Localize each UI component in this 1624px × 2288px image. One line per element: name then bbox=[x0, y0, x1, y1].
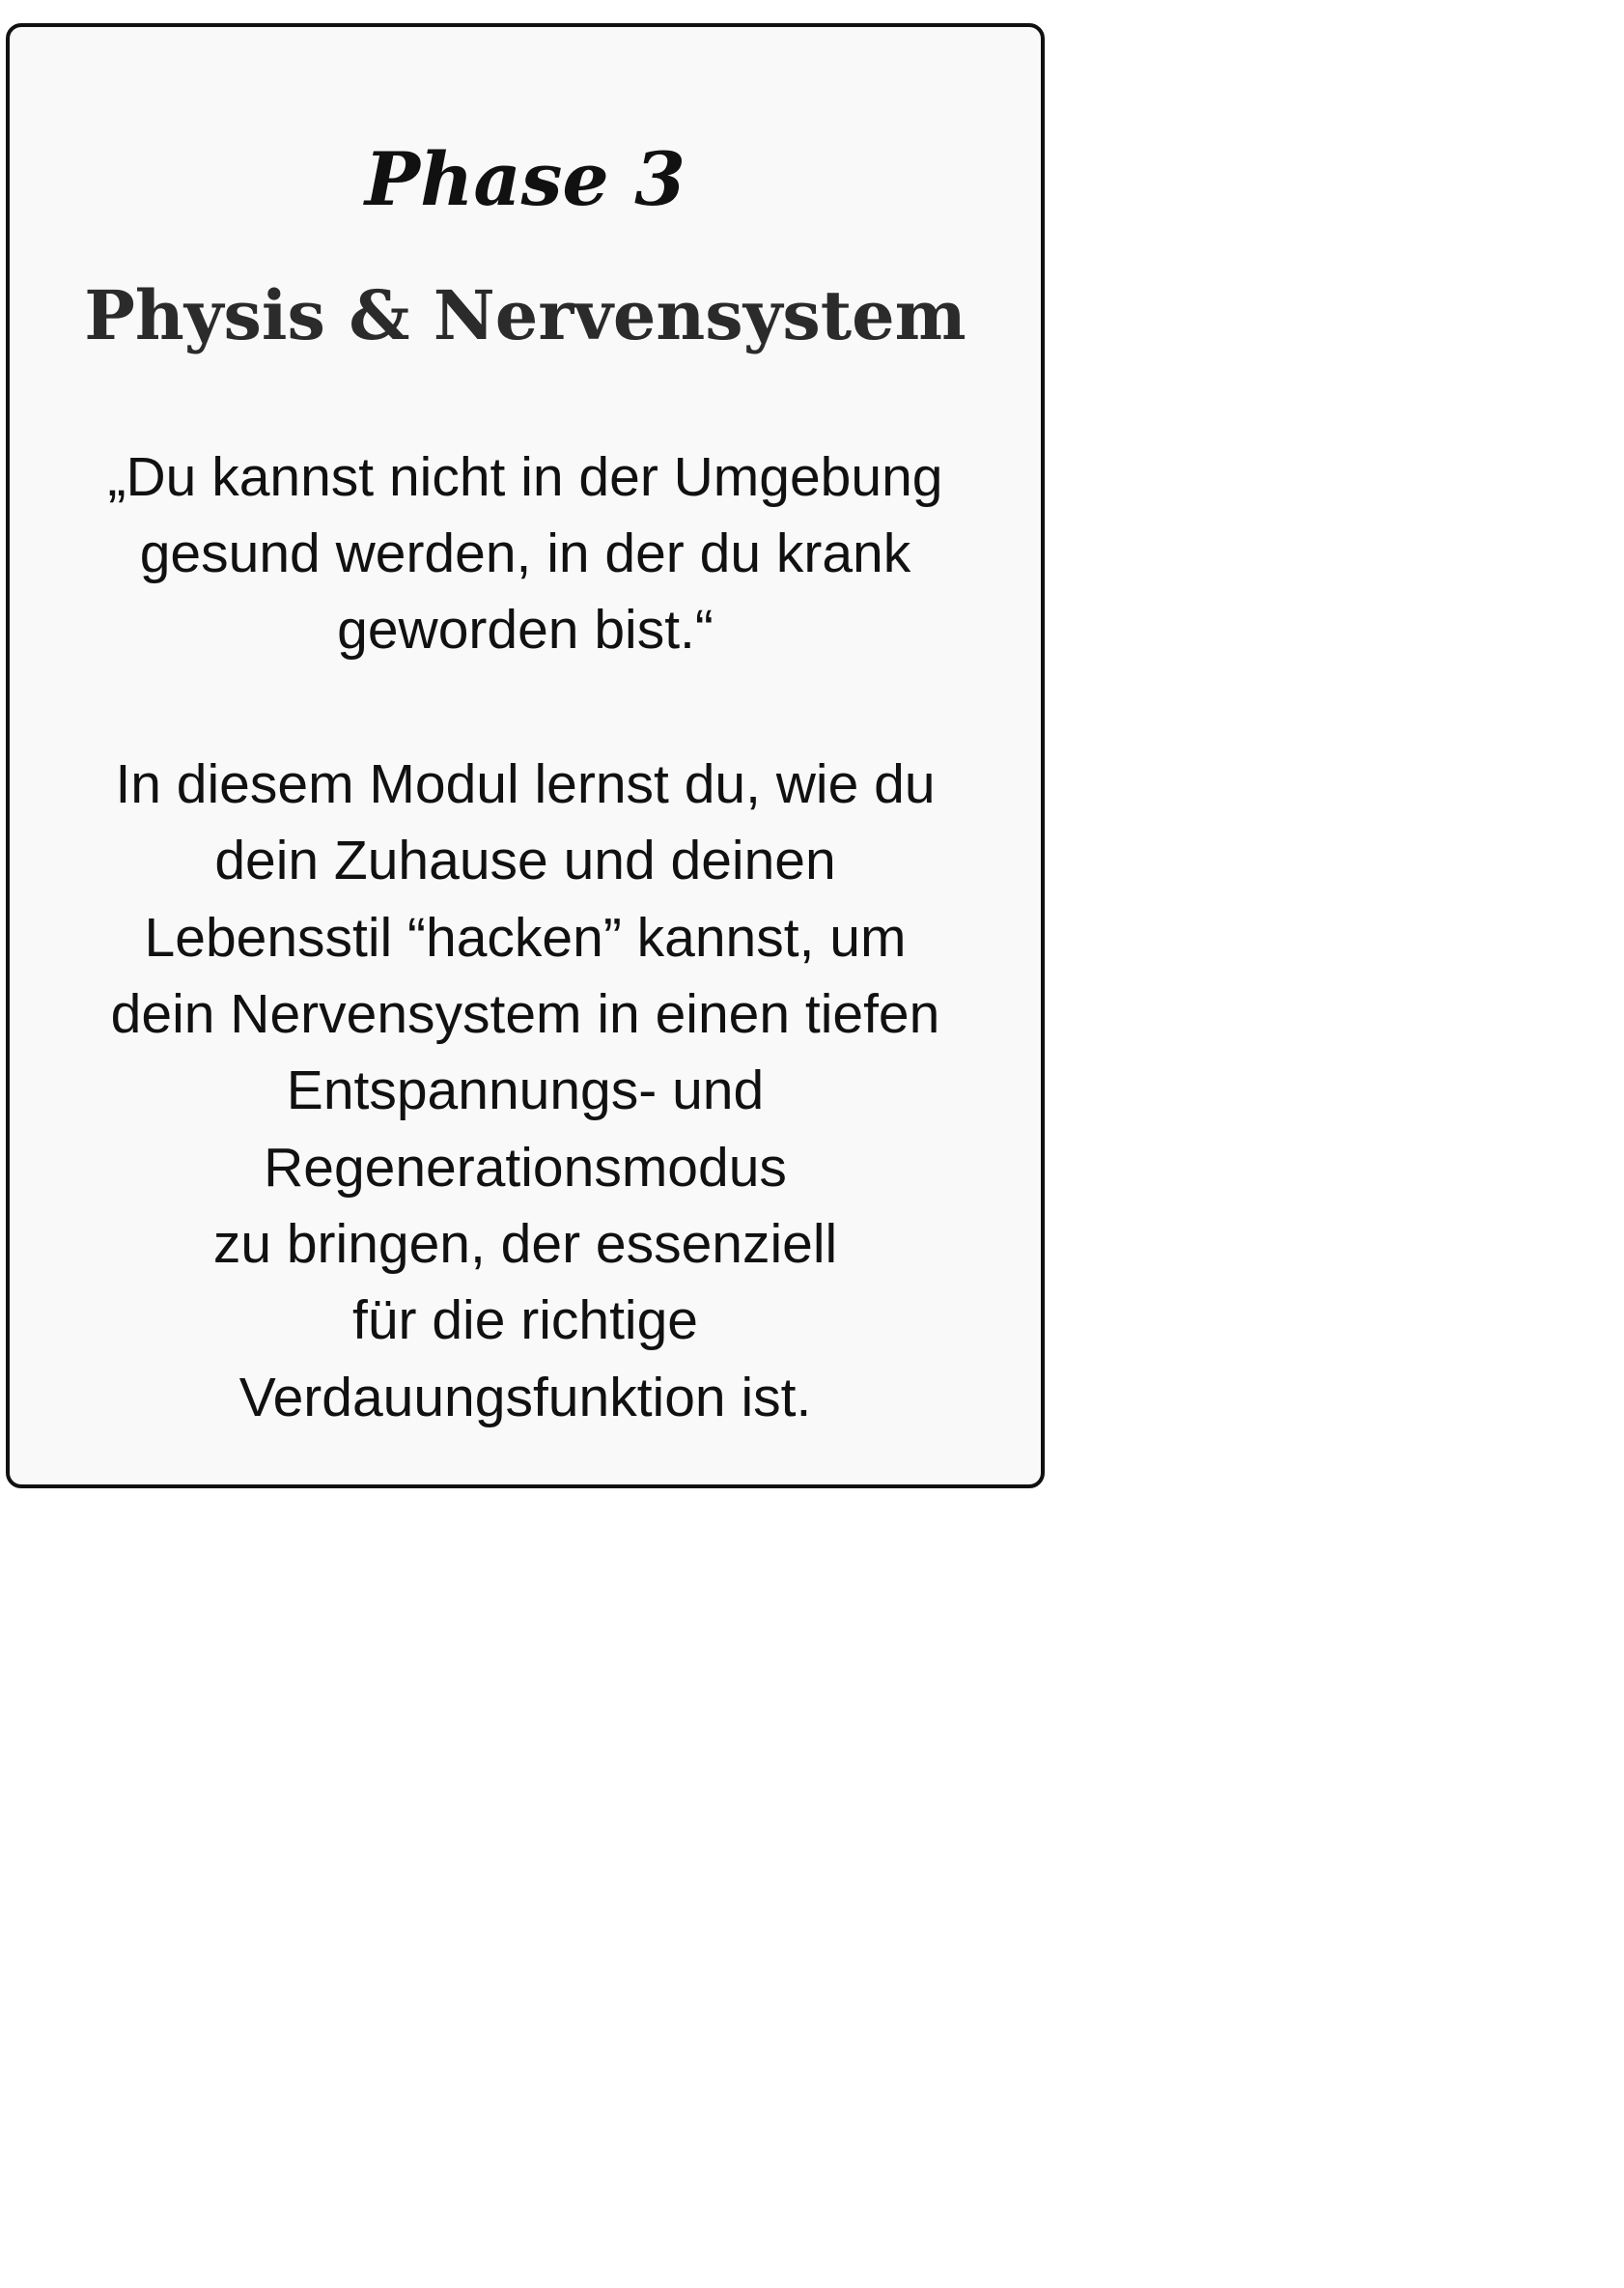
quote-line: „Du kannst nicht in der Umgebung bbox=[107, 446, 943, 508]
description-line: Verdauungsfunktion ist. bbox=[238, 1367, 812, 1428]
phase-heading: Phase 3 bbox=[364, 136, 686, 222]
module-title: Physis & Nervensystem bbox=[84, 275, 966, 355]
description-line: Lebensstil “hacken” kannst, um bbox=[144, 907, 907, 969]
module-card bbox=[6, 23, 1045, 1488]
quote-line: gesund werden, in der du krank bbox=[139, 523, 911, 584]
description-line: In diesem Modul lernst du, wie du bbox=[115, 753, 936, 815]
description-line: dein Zuhause und deinen bbox=[214, 830, 836, 891]
quote-line: geworden bist.“ bbox=[337, 599, 714, 661]
description-line: Regenerationsmodus bbox=[264, 1137, 787, 1199]
description-line: dein Nervensystem in einen tiefen bbox=[110, 983, 940, 1045]
description-line: für die richtige bbox=[351, 1289, 698, 1351]
description-line: zu bringen, der essenziell bbox=[212, 1213, 838, 1275]
description-line: Entspannungs- und bbox=[286, 1059, 765, 1121]
